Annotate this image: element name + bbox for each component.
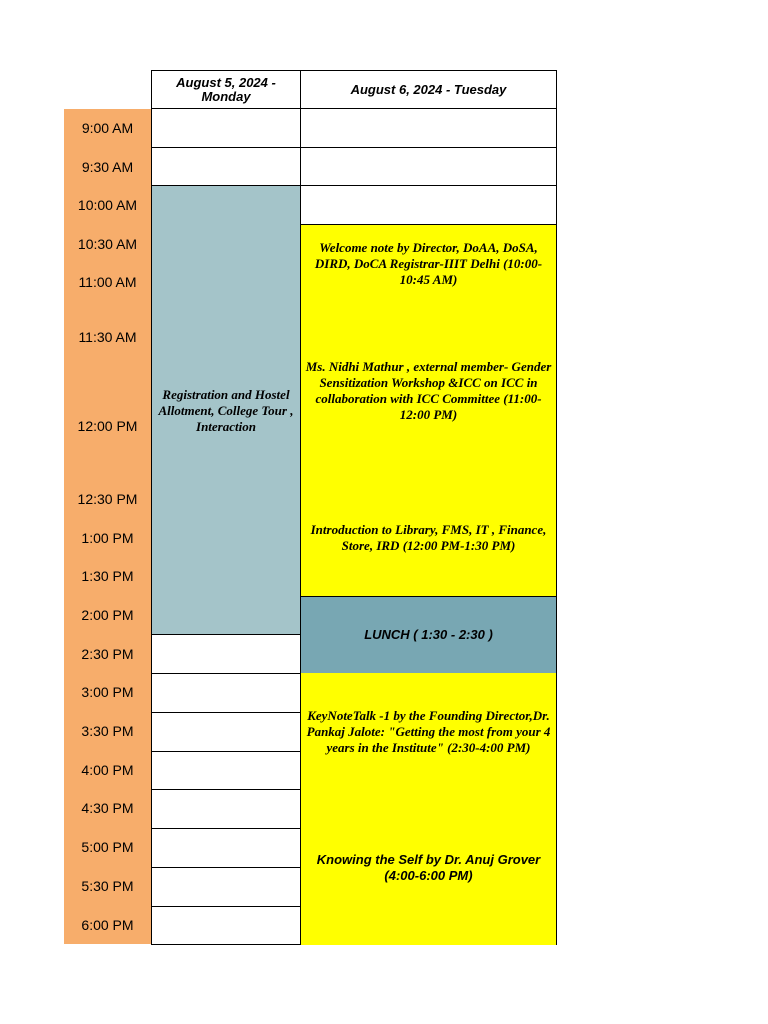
time-label: 9:30 AM — [81, 159, 134, 175]
time-label: 10:00 AM — [77, 197, 138, 213]
library-event-text: Introduction to Library, FMS, IT , Finance, Store, IRD (12:00 PM-1:30 PM) — [310, 521, 547, 553]
time-label: 2:30 PM — [81, 646, 134, 662]
welcome-event — [300, 225, 557, 303]
time-label: 3:00 PM — [81, 684, 134, 700]
time-label: 6:00 PM — [81, 917, 134, 933]
day1-empty-cell — [151, 674, 301, 713]
time-label: 11:00 AM — [78, 274, 137, 290]
time-label: 4:30 PM — [81, 800, 134, 816]
knowing-self-event-text: Knowing the Self by Dr. Anuj Grover (4:00-6:00 PM) — [316, 851, 541, 883]
time-label: 12:00 PM — [77, 418, 138, 434]
registration-block — [151, 186, 301, 635]
lunch-text: LUNCH ( 1:30 - 2:30 ) — [364, 627, 493, 642]
time-label: 5:30 PM — [81, 878, 134, 894]
welcome-event-text: Welcome note by Director, DoAA, DoSA, DIRD, DoCA Registrar-IIIT Delhi (10:00-10:45 AM) — [314, 239, 543, 287]
time-label: 3:30 PM — [81, 723, 134, 739]
day1-empty-cell — [151, 752, 301, 790]
day1-empty-cell — [151, 790, 301, 829]
time-column — [64, 109, 151, 944]
day1-header-text: August 5, 2024 - Monday — [176, 74, 276, 104]
time-label: 4:00 PM — [81, 762, 134, 778]
workshop-event-text: Ms. Nidhi Mathur , external member- Gender Sensitization Workshop &ICC on ICC in collaboration with ICC Committee (11:00-12:00 PM) — [305, 358, 552, 422]
day2-header-text: August 6, 2024 - Tuesday — [350, 81, 507, 97]
day1-empty-cell — [151, 868, 301, 907]
time-label: 10:30 AM — [77, 236, 138, 252]
time-label: 1:30 PM — [81, 568, 134, 584]
library-event — [300, 479, 557, 597]
day2-empty-cell — [300, 186, 557, 225]
day1-empty-cell — [151, 907, 301, 945]
time-label: 5:00 PM — [81, 839, 134, 855]
keynote-event — [300, 673, 557, 791]
day1-empty-cell — [151, 109, 301, 148]
time-label: 9:00 AM — [81, 120, 134, 136]
day1-empty-cell — [151, 829, 301, 868]
day1-header — [151, 70, 301, 109]
day1-empty-cell — [151, 148, 301, 186]
day2-empty-cell — [300, 148, 557, 186]
day2-header — [300, 70, 557, 109]
time-label: 11:30 AM — [78, 329, 137, 345]
registration-text: Registration and Hostel Allotment, College Tour , Interaction — [158, 386, 294, 434]
time-label: 12:30 PM — [77, 491, 138, 507]
day1-empty-cell — [151, 634, 301, 674]
time-label: 1:00 PM — [81, 530, 134, 546]
workshop-event — [300, 302, 557, 480]
day1-empty-cell — [151, 713, 301, 752]
lunch-block — [300, 596, 557, 674]
knowing-self-event — [300, 790, 557, 945]
time-label: 2:00 PM — [81, 607, 134, 623]
day2-empty-cell — [300, 109, 557, 148]
keynote-event-text: KeyNoteTalk -1 by the Founding Director,Dr. Pankaj Jalote: "Getting the most from your 4 years in the Institute" (2:30-4:00 PM) — [306, 707, 551, 755]
